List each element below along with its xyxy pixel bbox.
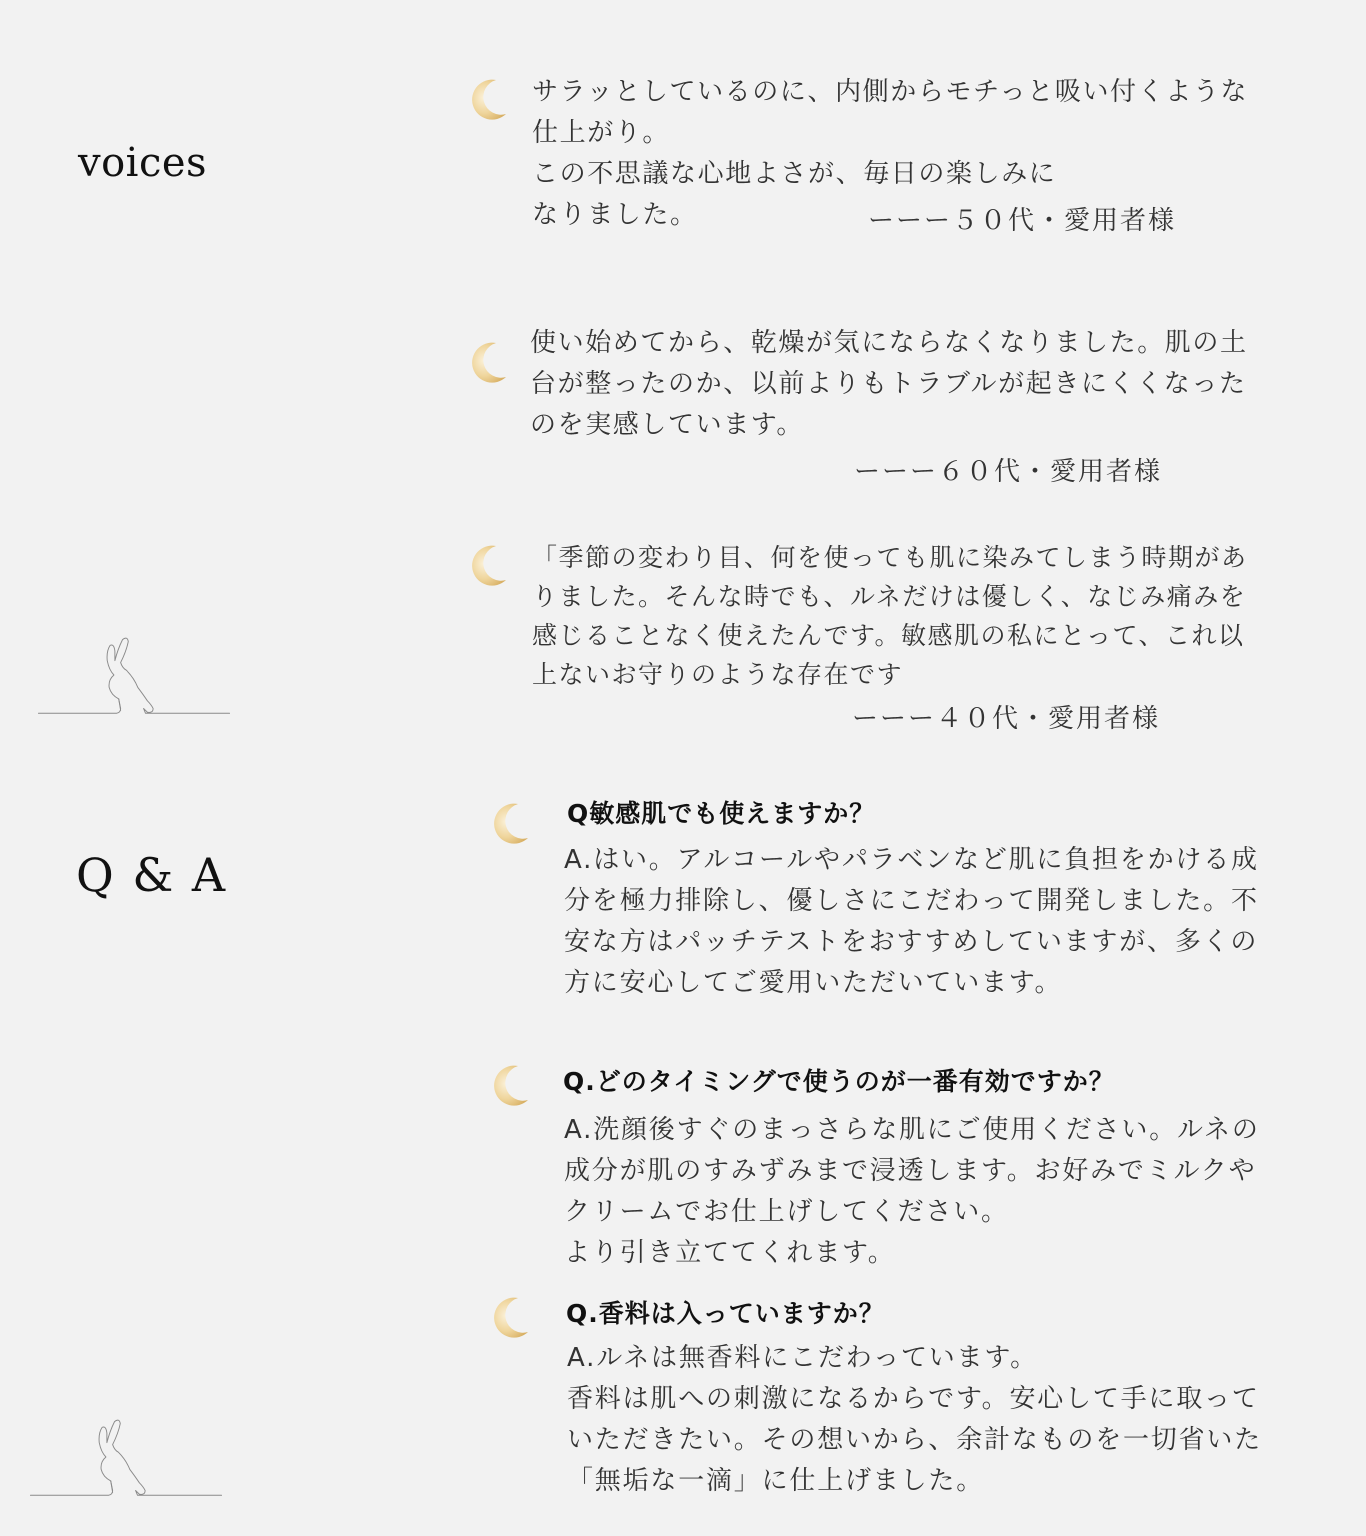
qa-question-2: Q.どのタイミングで使うのが一番有効ですか？ [563, 1067, 1115, 1096]
crescent-moon-icon [462, 540, 512, 590]
voice-line: 台が整ったのか、以前よりもトラブルが起きにくくなった [530, 369, 1247, 399]
answer-line: 「無垢な一滴」に仕上げました。 [567, 1466, 985, 1496]
rabbit-line-icon [30, 1414, 222, 1500]
rabbit-line-icon [38, 632, 230, 718]
answer-line: 分を極力排除し、優しさにこだわって開発しました。不 [564, 886, 1259, 916]
crescent-moon-icon [484, 1060, 534, 1110]
voice-line: サラッとしているのに、内側からモチっと吸い付くような [532, 77, 1249, 107]
answer-line: 成分が肌のすみずみまで浸透します。お好みでミルクや [564, 1156, 1257, 1186]
answer-line: A.はい。アルコールやパラベンなど肌に負担をかける成 [564, 845, 1259, 875]
voice-testimonial-2 [530, 323, 1248, 446]
answer-line: A.ルネは無香料にこだわっています。 [567, 1343, 1038, 1373]
answer-line: より引き立ててくれます。 [564, 1238, 896, 1268]
crescent-moon-icon [462, 74, 512, 124]
voice-line: りました。そんな時でも、ルネだけは優しく、なじみ痛みを [532, 582, 1247, 611]
crescent-moon-icon [462, 337, 512, 387]
voice-testimonial-3 [532, 538, 1248, 694]
voice-line: なりました。 [532, 200, 698, 230]
voice-line: 上ないお守りのような存在です [532, 660, 904, 689]
crescent-moon-icon [484, 1292, 534, 1342]
qa-answer-2 [564, 1110, 1260, 1274]
answer-line: 香料は肌への刺激になるからです。安心して手に取って [567, 1384, 1260, 1414]
voice-line: 「季節の変わり目、何を使っても肌に染みてしまう時期があ [532, 543, 1248, 572]
voice-attribution-3: ーーー４０代・愛用者様 [852, 704, 1161, 734]
voices-title: voices [78, 140, 208, 186]
qa-title: Q & A [76, 848, 228, 902]
voice-line: 使い始めてから、乾燥が気にならなくなりました。肌の土 [530, 328, 1248, 358]
qa-question-1: Q敏感肌でも使えますか？ [567, 799, 876, 828]
qa-answer-3 [567, 1338, 1262, 1502]
voice-line: 感じることなく使えたんです。敏感肌の私にとって、これ以 [532, 621, 1245, 650]
voice-attribution-2: ーーー６０代・愛用者様 [854, 457, 1163, 487]
answer-line: 安な方はパッチテストをおすすめしていますが、多くの [564, 927, 1259, 957]
answer-line: A.洗顔後すぐのまっさらな肌にご使用ください。ルネの [564, 1115, 1260, 1145]
qa-answer-1 [564, 840, 1259, 1004]
voice-line: 仕上がり。 [532, 118, 671, 148]
answer-line: 方に安心してご愛用いただいています。 [564, 968, 1063, 998]
voice-line: のを実感しています。 [530, 410, 804, 440]
qa-question-3: Q.香料は入っていますか？ [566, 1299, 885, 1328]
voice-line: この不思議な心地よさが、毎日の楽しみに [532, 159, 1057, 189]
crescent-moon-icon [484, 798, 534, 848]
voice-attribution-1: ーーー５０代・愛用者様 [868, 206, 1177, 236]
answer-line: いただきたい。その想いから、余計なものを一切省いた [567, 1425, 1263, 1455]
answer-line: クリームでお仕上げしてください。 [564, 1197, 1009, 1227]
